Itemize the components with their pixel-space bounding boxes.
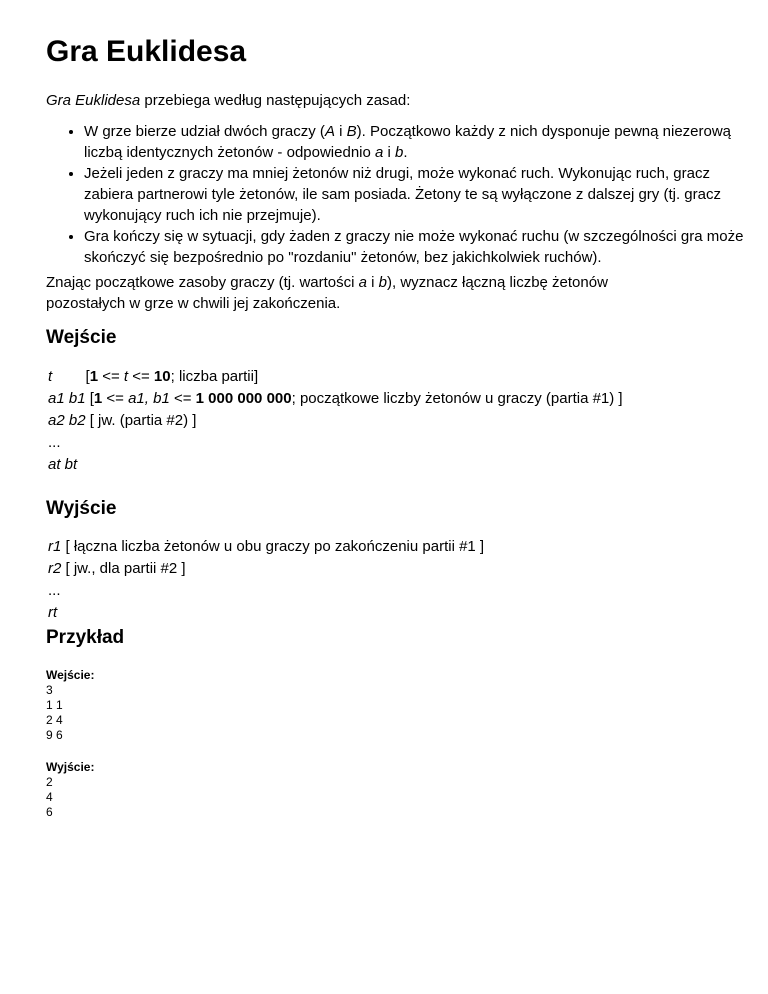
bracket: [ — [85, 390, 94, 407]
var-a: a — [375, 144, 384, 161]
output-line-4 — [48, 602, 484, 624]
rules-list — [46, 121, 744, 268]
input-line-5 — [48, 454, 623, 476]
bound-min: 1 — [93, 390, 103, 407]
intro-paragraph — [46, 90, 410, 111]
bound-min: 1 — [89, 368, 99, 385]
var-r1: r1 — [48, 538, 62, 555]
rule-item-3: • Gra kończy się w sytuacji, gdy żaden z graczy nie może wykonać ruchu (w szczególności gra może skończyć się bezpośrednio po "rozdaniu" żetonów, bez jakichkolwiek ruchów). — [84, 226, 744, 268]
var-a: a — [358, 274, 367, 291]
example-output — [46, 760, 94, 820]
example-input-line: 9 6 — [46, 728, 63, 742]
var-b: b — [395, 144, 404, 161]
example-input-line: 1 1 — [46, 698, 63, 712]
example-input-label: Wejście: — [46, 668, 95, 682]
description: ; początkowe liczby żetonów u graczy (partia #1) ] — [291, 390, 623, 407]
description: [ jw., dla partii #2 ] — [61, 560, 186, 577]
output-line-1 — [48, 536, 484, 558]
example-output-line: 6 — [46, 805, 53, 819]
input-line-2 — [48, 388, 623, 410]
output-line-3: ... — [48, 582, 61, 599]
operator: <= — [128, 368, 154, 385]
example-output-label: Wyjście: — [46, 760, 95, 774]
operator: <= — [98, 368, 124, 385]
player-b-label: B — [346, 123, 357, 140]
example-output-line: 2 — [46, 775, 53, 789]
description: [ jw. (partia #2) ] — [85, 412, 197, 429]
input-line-3 — [48, 410, 623, 432]
description: ; liczba partii] — [170, 368, 259, 385]
var-a1-b1: a1 b1 — [48, 390, 86, 407]
var-r2: r2 — [48, 560, 62, 577]
task-text: i — [366, 274, 379, 291]
page-title: Gra Euklidesa — [46, 35, 247, 68]
rule-1-text: ). Początkowo każdy z nich dysponuje pewną niezerową liczbą identycznych żetonów - odpowiednio — [84, 123, 732, 161]
input-line-4: ... — [48, 434, 61, 451]
rule-1-text: i — [334, 123, 347, 140]
player-a-label: A — [324, 123, 335, 140]
rule-1-text: i — [383, 144, 396, 161]
var-a1-b1: a1, b1 — [128, 390, 170, 407]
rule-1-text: W grze bierze udział dwóch graczy ( — [84, 123, 325, 140]
example-input — [46, 668, 94, 743]
bound-max: 1 000 000 000 — [195, 390, 292, 407]
bound-max: 10 — [153, 368, 171, 385]
var-b: b — [378, 274, 387, 291]
example-input-line: 2 4 — [46, 713, 63, 727]
var-a2-b2: a2 b2 — [48, 412, 86, 429]
intro-text: przebiega według następujących zasad: — [140, 92, 411, 109]
rule-item-2: • Jeżeli jeden z graczy ma mniej żetonów niż drugi, może wykonać ruch. Wykonując ruch, gracz zabiera partnerowi tyle żetonów, ile sam posiada. Żetony te są wyłączone z dalszej gry (tj. gracz wykonujący ruch ich nie przejmuje). — [84, 163, 744, 226]
description: [ łączna liczba żetonów u obu graczy po zakończeniu partii #1 ] — [61, 538, 485, 555]
spacer: [ — [52, 368, 90, 385]
output-heading: Wyjście — [46, 498, 117, 519]
input-line-1 — [48, 366, 623, 388]
example-output-line: 4 — [46, 790, 53, 804]
var-t: t — [48, 368, 53, 385]
input-heading: Wejście — [46, 327, 117, 348]
var-t: t — [123, 368, 129, 385]
task-text: Znając początkowe zasoby graczy (tj. wartości — [46, 274, 359, 291]
operator: <= — [102, 390, 129, 407]
output-spec — [48, 536, 484, 624]
rule-1-text: . — [403, 144, 408, 161]
example-input-line: 3 — [46, 683, 53, 697]
input-spec — [48, 366, 623, 476]
example-heading: Przykład — [46, 627, 125, 648]
intro-game-name: Gra Euklidesa — [46, 92, 141, 109]
var-rt: rt — [48, 604, 58, 621]
rule-item-1 — [84, 121, 744, 163]
output-line-2 — [48, 558, 484, 580]
var-at-bt: at bt — [48, 456, 78, 473]
operator: <= — [169, 390, 196, 407]
task-paragraph — [46, 272, 686, 314]
task-text: ), wyznacz łączną liczbę żetonów pozostałych w grze w chwili jej zakończenia. — [46, 274, 608, 312]
